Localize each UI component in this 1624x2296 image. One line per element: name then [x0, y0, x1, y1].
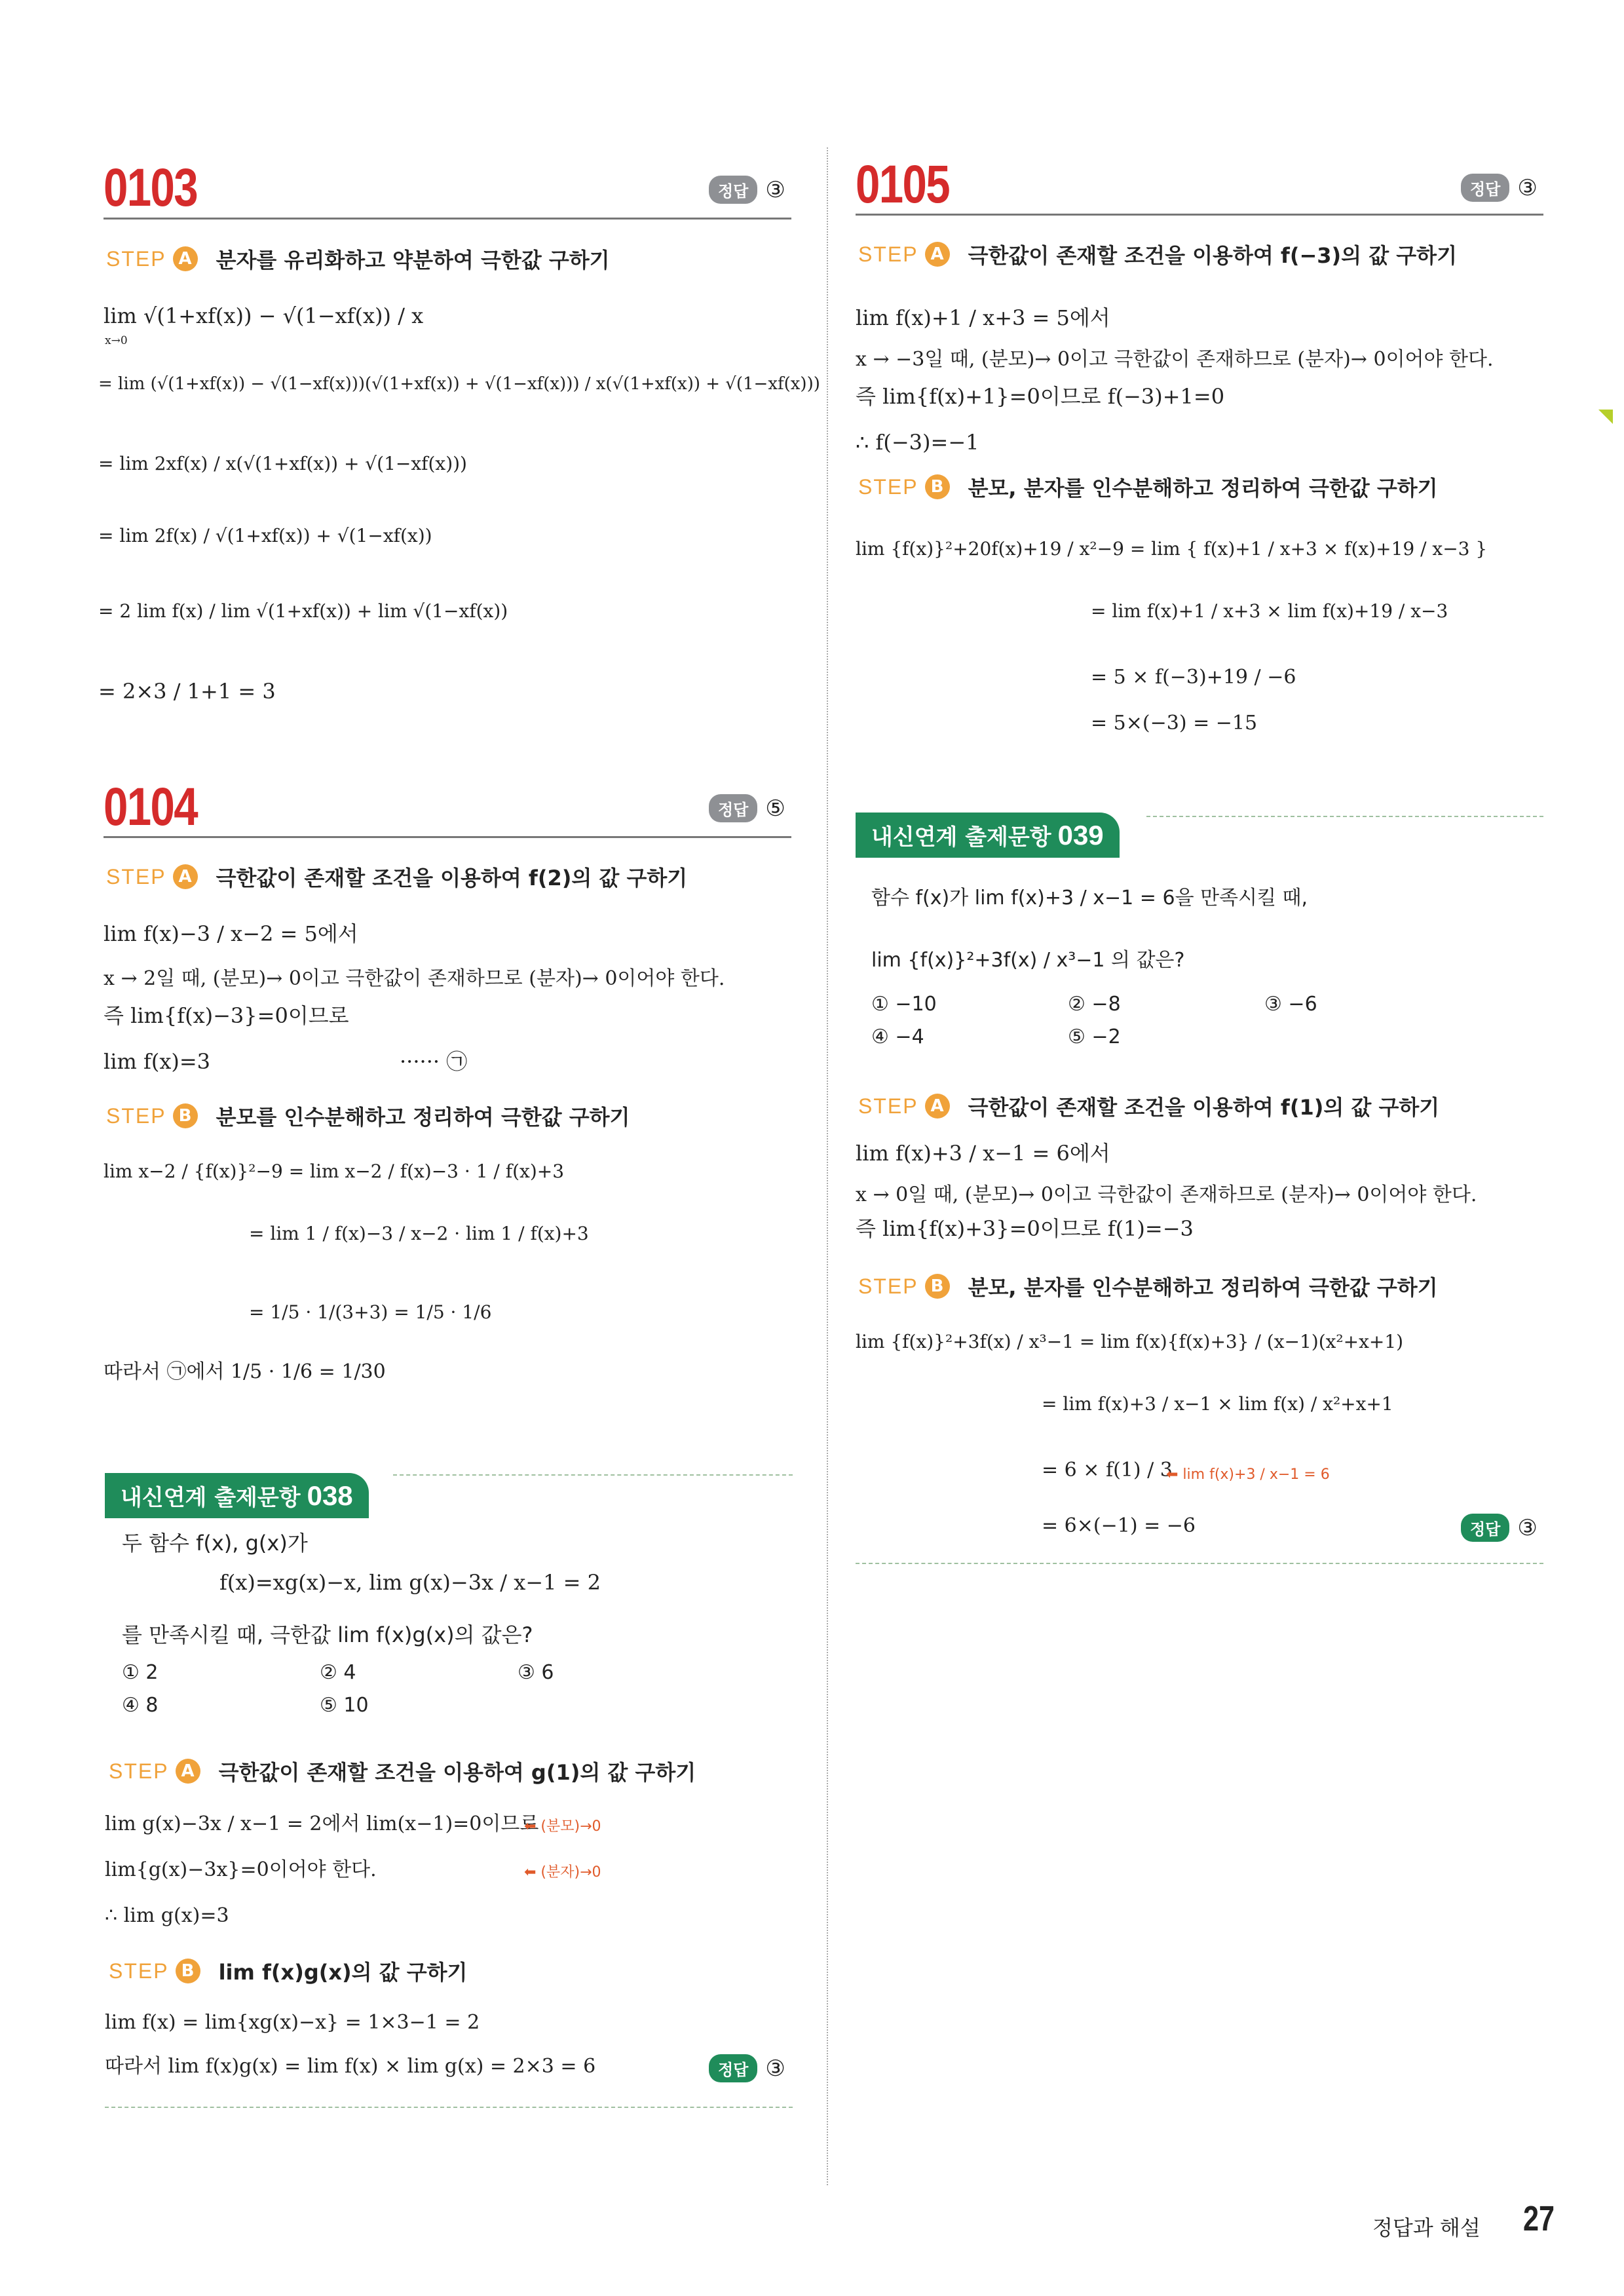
solution-line: ∴ lim g(x)=3	[105, 1904, 229, 1927]
solution-line: = lim 2f(x) / √(1+xf(x)) + √(1−xf(x))	[98, 525, 432, 546]
answer-badge: 정답	[1461, 1514, 1509, 1542]
margin-note: ⬅ (분모)→0	[524, 1818, 601, 1835]
answer-value: ⑤	[765, 795, 785, 822]
column-divider	[827, 147, 828, 2185]
solution-line: lim g(x)−3x / x−1 = 2에서 lim(x−1)=0이므로	[105, 1812, 539, 1835]
solution-line: = lim (√(1+xf(x)) − √(1−xf(x)))(√(1+xf(x)) + √(1−xf(x))) / x(√(1+xf(x)) + √(1−xf(x)))	[98, 374, 820, 394]
solution-line: ∴ f(−3)=−1	[856, 430, 979, 455]
step-a-header	[109, 1756, 696, 1786]
choice: ① 2	[122, 1661, 159, 1684]
question-line: f(x)=xg(x)−x, lim g(x)−3x / x−1 = 2	[219, 1570, 601, 1595]
step-title: 분자를 유리화하고 약분하여 극한값 구하기	[216, 248, 610, 273]
margin-note: ⬅ (분자)→0	[524, 1864, 601, 1881]
answer-indicator	[709, 2054, 785, 2082]
step-label: STEP	[109, 1759, 169, 1783]
footer-title: 정답과 해설	[1372, 2215, 1481, 2240]
solution-line: lim f(x)+3 / x−1 = 6에서	[856, 1141, 1110, 1166]
section-rule	[856, 214, 1543, 216]
step-label: STEP	[858, 1274, 918, 1298]
answer-value: ③	[1517, 174, 1538, 201]
banner-label: 내신연계 출제문항	[121, 1485, 301, 1511]
step-label: STEP	[858, 242, 918, 266]
section-end-rule	[856, 1563, 1543, 1564]
choice: ② −8	[1068, 993, 1121, 1016]
step-a-header	[106, 244, 610, 274]
answer-badge: 정답	[709, 176, 757, 204]
solution-line: lim f(x)=3	[104, 1049, 211, 1074]
solution-line: lim {f(x)}²+20f(x)+19 / x²−9 = lim { f(x)+1 / x+3 × f(x)+19 / x−3 }	[856, 538, 1488, 560]
choice: ③ −6	[1264, 993, 1317, 1016]
solution-line: lim f(x)−3 / x−2 = 5에서	[104, 921, 358, 946]
answer-indicator	[1461, 1514, 1538, 1542]
step-letter: A	[176, 1759, 200, 1784]
step-letter: A	[173, 246, 198, 271]
related-problem-banner	[105, 1473, 369, 1518]
banner-rule	[393, 1474, 793, 1476]
step-letter: A	[925, 242, 950, 267]
problem-number: 0104	[104, 777, 198, 837]
page-number: 27	[1523, 2199, 1555, 2238]
solution-line: = 6 × f(1) / 3	[1042, 1459, 1173, 1482]
corner-triangle-marker	[1598, 410, 1613, 424]
question-line: 두 함수 f(x), g(x)가	[122, 1531, 308, 1556]
solution-line: 즉 lim{f(x)−3}=0이므로	[104, 1003, 349, 1028]
choice: ⑤ −2	[1068, 1025, 1121, 1048]
step-title: 극한값이 존재할 조건을 이용하여 f(2)의 값 구하기	[216, 866, 688, 890]
solution-line: lim{g(x)−3x}=0이어야 한다.	[105, 1858, 377, 1881]
section-rule	[104, 836, 791, 838]
choice: ④ 8	[122, 1694, 159, 1717]
solution-line: = 5×(−3) = −15	[1091, 712, 1258, 735]
step-title: 분모, 분자를 인수분해하고 정리하여 극한값 구하기	[968, 476, 1438, 501]
step-letter: A	[925, 1094, 950, 1119]
solution-line: x → 0일 때, (분모)→ 0이고 극한값이 존재하므로 (분자)→ 0이어야 한다.	[856, 1183, 1477, 1206]
solution-line: lim f(x)+1 / x+3 = 5에서	[856, 305, 1110, 330]
solution-line: 즉 lim{f(x)+1}=0이므로 f(−3)+1=0	[856, 384, 1225, 409]
step-a-header	[858, 239, 1457, 269]
solution-line: = lim f(x)+1 / x+3 × lim f(x)+19 / x−3	[1091, 600, 1448, 622]
answer-value: ③	[765, 176, 785, 203]
margin-note: ⬅ lim f(x)+3 / x−1 = 6	[1166, 1466, 1330, 1483]
solution-line: 즉 lim{f(x)+3}=0이므로 f(1)=−3	[856, 1216, 1194, 1241]
solution-line: = 6×(−1) = −6	[1042, 1514, 1196, 1537]
answer-badge: 정답	[1461, 174, 1509, 202]
solution-line: lim √(1+xf(x)) − √(1−xf(x)) / x	[104, 303, 424, 328]
problem-number: 0103	[104, 158, 198, 218]
related-problem-banner	[856, 813, 1120, 858]
step-title: 분모를 인수분해하고 정리하여 극한값 구하기	[216, 1105, 630, 1130]
solution-line: = lim 2xf(x) / x(√(1+xf(x)) + √(1−xf(x)))	[98, 453, 467, 474]
question-line: lim {f(x)}²+3f(x) / x³−1 의 값은?	[871, 949, 1185, 972]
step-letter: B	[176, 1959, 200, 1983]
answer-value: ③	[765, 2055, 785, 2082]
solution-line: = lim f(x)+3 / x−1 × lim f(x) / x²+x+1	[1042, 1393, 1393, 1415]
answer-indicator	[709, 794, 785, 822]
solution-line: lim x−2 / {f(x)}²−9 = lim x−2 / f(x)−3 · 1 / f(x)+3	[104, 1160, 565, 1182]
equation-tag: ······ ㉠	[400, 1049, 468, 1074]
step-b-header	[858, 1271, 1438, 1301]
question-line: 를 만족시킬 때, 극한값 lim f(x)g(x)의 값은?	[122, 1622, 533, 1647]
solution-line: 따라서 ㉠에서 1/5 · 1/6 = 1/30	[104, 1360, 386, 1383]
question-line: 함수 f(x)가 lim f(x)+3 / x−1 = 6을 만족시킬 때,	[871, 887, 1308, 909]
step-label: STEP	[858, 1094, 918, 1118]
answer-value: ③	[1517, 1514, 1538, 1541]
step-title: 극한값이 존재할 조건을 이용하여 f(−3)의 값 구하기	[968, 243, 1458, 268]
step-letter: B	[173, 1103, 198, 1128]
choice: ⑤ 10	[320, 1694, 369, 1717]
solution-line: lim f(x) = lim{xg(x)−x} = 1×3−1 = 2	[105, 2011, 480, 2034]
section-rule	[104, 218, 791, 220]
answer-badge: 정답	[709, 2054, 757, 2082]
choice: ② 4	[320, 1661, 356, 1684]
answer-indicator	[1461, 174, 1538, 202]
solution-line: = 1/5 · 1/(3+3) = 1/5 · 1/6	[249, 1301, 492, 1323]
step-label: STEP	[109, 1959, 169, 1983]
answer-badge: 정답	[709, 794, 757, 822]
answer-indicator	[709, 176, 785, 204]
step-letter: B	[925, 474, 950, 499]
step-b-header	[106, 1101, 630, 1131]
section-end-rule	[105, 2107, 793, 2108]
solution-line: lim {f(x)}²+3f(x) / x³−1 = lim f(x){f(x)+3} / (x−1)(x²+x+1)	[856, 1331, 1404, 1352]
solution-line: = 2 lim f(x) / lim √(1+xf(x)) + lim √(1−xf(x))	[98, 600, 508, 622]
solution-line: = 5 × f(−3)+19 / −6	[1091, 666, 1296, 689]
solution-line: = 2×3 / 1+1 = 3	[98, 679, 276, 704]
solution-line: = lim 1 / f(x)−3 / x−2 · lim 1 / f(x)+3	[249, 1223, 589, 1244]
step-label: STEP	[858, 474, 918, 499]
step-b-header	[109, 1956, 467, 1986]
step-label: STEP	[106, 1103, 166, 1128]
step-letter: B	[925, 1274, 950, 1299]
step-a-header	[106, 862, 687, 892]
banner-rule	[1146, 816, 1543, 817]
choice: ③ 6	[518, 1661, 554, 1684]
banner-number: 038	[307, 1480, 353, 1511]
step-label: STEP	[106, 864, 166, 889]
step-b-header	[858, 472, 1438, 502]
problem-number: 0105	[856, 155, 950, 214]
step-title: 분모, 분자를 인수분해하고 정리하여 극한값 구하기	[968, 1275, 1438, 1300]
step-label: STEP	[106, 246, 166, 271]
solution-line: x → 2일 때, (분모)→ 0이고 극한값이 존재하므로 (분자)→ 0이어야 한다.	[104, 967, 725, 990]
step-letter: A	[173, 864, 198, 889]
solution-line: x → −3일 때, (분모)→ 0이고 극한값이 존재하므로 (분자)→ 0이어야 한다.	[856, 348, 1494, 371]
limit-subscript: x→0	[105, 334, 128, 347]
banner-number: 039	[1057, 820, 1104, 851]
banner-label: 내신연계 출제문항	[871, 824, 1051, 851]
solution-line: 따라서 lim f(x)g(x) = lim f(x) × lim g(x) = 2×3 = 6	[105, 2055, 596, 2078]
step-title: 극한값이 존재할 조건을 이용하여 g(1)의 값 구하기	[218, 1760, 696, 1785]
step-title: lim f(x)g(x)의 값 구하기	[218, 1960, 468, 1985]
step-a-header	[858, 1091, 1439, 1121]
choice: ① −10	[871, 993, 937, 1016]
choice: ④ −4	[871, 1025, 924, 1048]
step-title: 극한값이 존재할 조건을 이용하여 f(1)의 값 구하기	[968, 1095, 1440, 1120]
